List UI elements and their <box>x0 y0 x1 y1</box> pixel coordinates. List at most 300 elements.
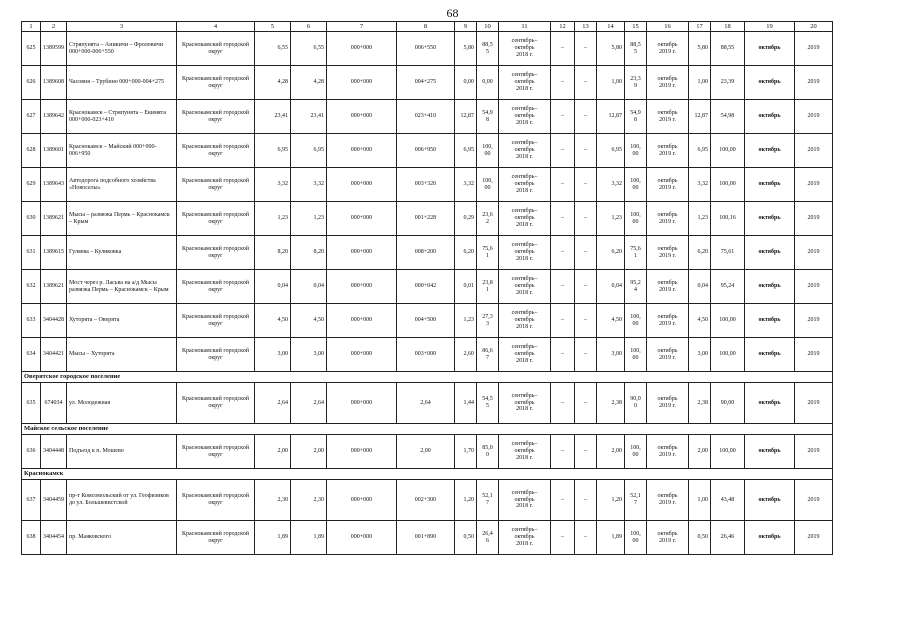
table-cell: сентябрь– октябрь 2018 г. <box>499 168 551 202</box>
table-cell: 100,00 <box>711 304 745 338</box>
table-cell: 000+000 <box>327 383 397 424</box>
table-cell: Краснокамский городской округ <box>177 134 255 168</box>
table-cell: 6,95 <box>597 134 625 168</box>
table-cell: 3,00 <box>255 338 291 372</box>
column-number: 14 <box>597 22 625 32</box>
column-number: 7 <box>327 22 397 32</box>
table-row <box>22 202 833 236</box>
table-cell: 1,23 <box>597 202 625 236</box>
section-heading: Краснокамск <box>22 469 833 480</box>
table-cell: октябрь <box>745 383 795 424</box>
table-cell: – <box>575 304 597 338</box>
table-cell: Краснокамский городской округ <box>177 168 255 202</box>
table-row <box>22 435 833 469</box>
table-cell: 88,5 5 <box>625 32 647 66</box>
table-cell: 27,3 3 <box>477 304 499 338</box>
table-cell: 000+000 <box>327 236 397 270</box>
table-cell: 1,23 <box>455 304 477 338</box>
table-cell: 8,20 <box>291 236 327 270</box>
table-cell: 2019 <box>795 521 833 555</box>
table-cell: – <box>575 66 597 100</box>
table-cell: октябрь 2019 г. <box>647 202 689 236</box>
table-cell: 6,95 <box>689 134 711 168</box>
table-cell: 52,1 7 <box>477 480 499 521</box>
table-cell: 1389642 <box>41 100 67 134</box>
table-cell: 100,00 <box>711 168 745 202</box>
column-number: 16 <box>647 22 689 32</box>
table-cell: 638 <box>22 521 41 555</box>
table-cell: – <box>575 270 597 304</box>
table-cell: 4,50 <box>597 304 625 338</box>
table-cell: 0,04 <box>255 270 291 304</box>
table-cell: – <box>551 66 575 100</box>
table-cell: 3,00 <box>689 338 711 372</box>
table-cell: 631 <box>22 236 41 270</box>
table-cell: 674034 <box>41 383 67 424</box>
table-cell: сентябрь– октябрь 2018 г. <box>499 202 551 236</box>
column-number: 8 <box>397 22 455 32</box>
table-cell: 54,5 5 <box>477 383 499 424</box>
table-cell: 2019 <box>795 236 833 270</box>
table-cell: 86,6 7 <box>477 338 499 372</box>
table-cell: 2019 <box>795 134 833 168</box>
table-cell: 2019 <box>795 304 833 338</box>
table-cell: 52,1 7 <box>625 480 647 521</box>
table-cell: 000+000 <box>327 202 397 236</box>
road-repair-table <box>21 21 833 555</box>
table-cell: октябрь 2019 г. <box>647 338 689 372</box>
table-cell: 23,8 1 <box>477 270 499 304</box>
table-cell: 6,55 <box>255 32 291 66</box>
table-row <box>22 236 833 270</box>
table-cell: 2019 <box>795 32 833 66</box>
table-cell: 2019 <box>795 168 833 202</box>
table-cell: – <box>551 100 575 134</box>
table-cell: 634 <box>22 338 41 372</box>
table-cell: октябрь 2019 г. <box>647 100 689 134</box>
table-cell: Хуторята – Оверята <box>67 304 177 338</box>
table-cell: 000+000 <box>327 134 397 168</box>
column-number: 5 <box>255 22 291 32</box>
table-cell: – <box>551 236 575 270</box>
table-cell: октябрь 2019 г. <box>647 480 689 521</box>
table-cell: – <box>551 480 575 521</box>
column-number: 13 <box>575 22 597 32</box>
table-cell: 633 <box>22 304 41 338</box>
table-cell: 100, 00 <box>625 304 647 338</box>
table-cell: 3,32 <box>455 168 477 202</box>
table-cell: 1,20 <box>597 480 625 521</box>
table-cell: – <box>575 100 597 134</box>
table-cell: октябрь <box>745 521 795 555</box>
table-cell: 637 <box>22 480 41 521</box>
table-cell: 004+500 <box>397 304 455 338</box>
table-cell: октябрь <box>745 66 795 100</box>
table-cell: 4,50 <box>689 304 711 338</box>
table-cell: 1,44 <box>455 383 477 424</box>
table-cell: октябрь <box>745 435 795 469</box>
table-cell: 90,0 0 <box>625 383 647 424</box>
table-cell: октябрь <box>745 134 795 168</box>
table-cell: пр. Маяковского <box>67 521 177 555</box>
table-cell: 002+300 <box>397 480 455 521</box>
table-cell: – <box>575 383 597 424</box>
table-cell: 2,00 <box>291 435 327 469</box>
table-cell: 23,3 9 <box>625 66 647 100</box>
column-number: 3 <box>67 22 177 32</box>
table-cell: 6,95 <box>455 134 477 168</box>
table-cell: 2019 <box>795 202 833 236</box>
table-cell: Краснокамск – Стряпунята – Екимята 000+000-023+410 <box>67 100 177 134</box>
page-number: 68 <box>446 6 459 20</box>
table-cell: 3,00 <box>597 338 625 372</box>
table-cell: Краснокамский городской округ <box>177 304 255 338</box>
table-cell: сентябрь– октябрь 2018 г. <box>499 383 551 424</box>
table-cell: 2019 <box>795 270 833 304</box>
table-cell: 1389601 <box>41 134 67 168</box>
table-cell: 003+000 <box>397 338 455 372</box>
table-cell: – <box>575 32 597 66</box>
table-cell: Краснокамский городской округ <box>177 202 255 236</box>
table-cell: 1,23 <box>291 202 327 236</box>
table-cell: 54,9 8 <box>477 100 499 134</box>
table-cell: Краснокамский городской округ <box>177 338 255 372</box>
table-cell: 1389621 <box>41 270 67 304</box>
table-row <box>22 383 833 424</box>
table-cell: – <box>551 134 575 168</box>
table-cell: 85,0 0 <box>477 435 499 469</box>
table-cell: Краснокамский городской округ <box>177 100 255 134</box>
table-cell: 100,00 <box>711 338 745 372</box>
column-number: 9 <box>455 22 477 32</box>
table-cell: 627 <box>22 100 41 134</box>
section-heading: Оверятское городское поселение <box>22 372 833 383</box>
table-cell: – <box>551 338 575 372</box>
table-cell: 90,00 <box>711 383 745 424</box>
table-cell: 000+000 <box>327 100 397 134</box>
table-cell: 6,20 <box>597 236 625 270</box>
table-cell: ул. Молодежная <box>67 383 177 424</box>
table-cell: 6,95 <box>291 134 327 168</box>
table-cell: 000+000 <box>327 270 397 304</box>
table-cell: сентябрь– октябрь 2018 г. <box>499 134 551 168</box>
table-cell: 008+200 <box>397 236 455 270</box>
table-cell: октябрь 2019 г. <box>647 236 689 270</box>
table-cell: 88,55 <box>711 32 745 66</box>
table-cell: 1,89 <box>255 521 291 555</box>
table-cell: 2,00 <box>689 435 711 469</box>
table-cell: 26,46 <box>711 521 745 555</box>
table-cell: октябрь <box>745 338 795 372</box>
table-cell: Краснокамский городской округ <box>177 480 255 521</box>
table-cell: 000+000 <box>327 521 397 555</box>
table-cell: Краснокамский городской округ <box>177 66 255 100</box>
table-cell: Мысы – развязка Пермь – Краснокамск – Крым <box>67 202 177 236</box>
table-cell: 4,50 <box>291 304 327 338</box>
table-cell: 2,00 <box>397 435 455 469</box>
table-row <box>22 66 833 100</box>
table-cell: 003+320 <box>397 168 455 202</box>
column-number: 1 <box>22 22 41 32</box>
table-cell: 6,20 <box>455 236 477 270</box>
table-cell: 001+228 <box>397 202 455 236</box>
table-cell: 1,00 <box>689 66 711 100</box>
table-cell: октябрь 2019 г. <box>647 521 689 555</box>
table-cell: 26,4 6 <box>477 521 499 555</box>
table-cell: Краснокамский городской округ <box>177 32 255 66</box>
table-cell: 100, 00 <box>625 134 647 168</box>
table-cell: 0,01 <box>455 270 477 304</box>
table-cell: 2019 <box>795 338 833 372</box>
table-cell: 632 <box>22 270 41 304</box>
table-cell: 0,04 <box>597 270 625 304</box>
table-cell: – <box>575 521 597 555</box>
table-cell: 1,70 <box>455 435 477 469</box>
table-row <box>22 304 833 338</box>
table-cell: сентябрь– октябрь 2018 г. <box>499 100 551 134</box>
table-cell: 100, 00 <box>625 521 647 555</box>
table-cell: октябрь 2019 г. <box>647 304 689 338</box>
table-cell: октябрь <box>745 32 795 66</box>
table-cell: 100, 00 <box>477 168 499 202</box>
table-cell: Краснокамский городской округ <box>177 383 255 424</box>
table-cell: 3,32 <box>597 168 625 202</box>
table-cell: 1,89 <box>597 521 625 555</box>
table-cell: 75,6 1 <box>477 236 499 270</box>
table-cell: октябрь 2019 г. <box>647 32 689 66</box>
column-number: 6 <box>291 22 327 32</box>
table-cell: октябрь 2019 г. <box>647 383 689 424</box>
table-cell: 2,30 <box>255 480 291 521</box>
table-cell: 3,32 <box>291 168 327 202</box>
table-cell: сентябрь– октябрь 2018 г. <box>499 270 551 304</box>
table-cell: 100,16 <box>711 202 745 236</box>
table-cell: Автодорога подсобного хозяйства «Новоселы» <box>67 168 177 202</box>
table-row <box>22 168 833 202</box>
section-heading-row <box>22 469 833 480</box>
table-row <box>22 338 833 372</box>
table-cell: 1389621 <box>41 202 67 236</box>
table-cell: Гуляева – Куликовка <box>67 236 177 270</box>
table-cell: 1,23 <box>689 202 711 236</box>
table-cell: 1,20 <box>455 480 477 521</box>
table-cell: 2019 <box>795 435 833 469</box>
table-cell: – <box>575 236 597 270</box>
column-number: 15 <box>625 22 647 32</box>
table-cell: – <box>575 134 597 168</box>
table-cell: 8,20 <box>255 236 291 270</box>
table-cell: 100, 00 <box>625 338 647 372</box>
table-cell: 2019 <box>795 480 833 521</box>
section-heading-row <box>22 424 833 435</box>
table-cell: 2,60 <box>455 338 477 372</box>
table-cell: 4,28 <box>291 66 327 100</box>
table-cell: 626 <box>22 66 41 100</box>
table-cell: Краснокамск – Майский 000+000-006+950 <box>67 134 177 168</box>
table-cell: 2,30 <box>291 480 327 521</box>
table-row <box>22 100 833 134</box>
table-cell: 1389608 <box>41 66 67 100</box>
column-number: 4 <box>177 22 255 32</box>
table-cell: – <box>551 270 575 304</box>
table-cell: 100,00 <box>711 134 745 168</box>
table-cell: 12,87 <box>455 100 477 134</box>
column-number: 17 <box>689 22 711 32</box>
table-cell: 000+000 <box>327 304 397 338</box>
table-row <box>22 521 833 555</box>
table-cell: 2,64 <box>255 383 291 424</box>
table-cell: октябрь 2019 г. <box>647 134 689 168</box>
table-cell: 6,20 <box>689 236 711 270</box>
table-cell: 100, 00 <box>625 202 647 236</box>
table-cell: 23,41 <box>255 100 291 134</box>
table-cell: 001+890 <box>397 521 455 555</box>
table-cell: 2,64 <box>397 383 455 424</box>
table-cell: 1389643 <box>41 168 67 202</box>
table-cell: 630 <box>22 202 41 236</box>
table-cell: 000+000 <box>327 480 397 521</box>
table-cell: 3,32 <box>255 168 291 202</box>
table-cell: 95,2 4 <box>625 270 647 304</box>
table-cell: Краснокамский городской округ <box>177 521 255 555</box>
table-cell: Краснокамский городской округ <box>177 236 255 270</box>
table-cell: Стряпунята – Аникичи – Фроловичи 000+000-006+550 <box>67 32 177 66</box>
section-heading-row <box>22 372 833 383</box>
section-heading: Майское сельское поселение <box>22 424 833 435</box>
table-cell: – <box>551 202 575 236</box>
table-cell: 3,00 <box>291 338 327 372</box>
table-cell: 100, 00 <box>625 435 647 469</box>
table-cell: 0,00 <box>477 66 499 100</box>
table-cell: октябрь <box>745 304 795 338</box>
table-cell: сентябрь– октябрь 2018 г. <box>499 66 551 100</box>
table-cell: 12,87 <box>689 100 711 134</box>
table-cell: 2,00 <box>255 435 291 469</box>
table-cell: Краснокамский городской округ <box>177 270 255 304</box>
table-cell: – <box>575 202 597 236</box>
table-cell: сентябрь– октябрь 2018 г. <box>499 236 551 270</box>
table-cell: 1389599 <box>41 32 67 66</box>
table-cell: 0,50 <box>689 521 711 555</box>
table-cell: 23,39 <box>711 66 745 100</box>
table-cell: октябрь <box>745 202 795 236</box>
table-cell: сентябрь– октябрь 2018 г. <box>499 304 551 338</box>
table-cell: – <box>575 338 597 372</box>
table-cell: 2,38 <box>689 383 711 424</box>
table-cell: октябрь 2019 г. <box>647 270 689 304</box>
table-cell: 000+000 <box>327 32 397 66</box>
table-cell: – <box>551 521 575 555</box>
table-cell: октябрь 2019 г. <box>647 168 689 202</box>
table-cell: 12,87 <box>597 100 625 134</box>
table-cell: сентябрь– октябрь 2018 г. <box>499 480 551 521</box>
table-cell: 2019 <box>795 66 833 100</box>
table-cell: 4,50 <box>255 304 291 338</box>
table-cell: 3404421 <box>41 338 67 372</box>
column-number: 10 <box>477 22 499 32</box>
table-cell: 6,55 <box>291 32 327 66</box>
table-cell: 75,6 1 <box>625 236 647 270</box>
table-cell: 004+275 <box>397 66 455 100</box>
table-cell: 629 <box>22 168 41 202</box>
table-cell: Мысы – Хуторята <box>67 338 177 372</box>
table-cell: 2019 <box>795 100 833 134</box>
table-cell: 3404459 <box>41 480 67 521</box>
table-cell: сентябрь– октябрь 2018 г. <box>499 338 551 372</box>
table-cell: 75,61 <box>711 236 745 270</box>
table-cell: 23,41 <box>291 100 327 134</box>
column-number-row <box>22 22 833 32</box>
table-cell: 0,04 <box>689 270 711 304</box>
table-cell: – <box>551 304 575 338</box>
table-cell: пр-т Комсомольский от ул. Геофизиков до ул. Большевистской <box>67 480 177 521</box>
table-row <box>22 134 833 168</box>
table-cell: октябрь 2019 г. <box>647 66 689 100</box>
table-cell: 100,00 <box>711 435 745 469</box>
table-cell: 3404428 <box>41 304 67 338</box>
table-cell: 54,98 <box>711 100 745 134</box>
table-cell: 000+000 <box>327 168 397 202</box>
table-cell: 2,64 <box>291 383 327 424</box>
table-cell: 000+000 <box>327 338 397 372</box>
table-cell: 0,04 <box>291 270 327 304</box>
table-cell: 5,80 <box>689 32 711 66</box>
table-cell: 6,95 <box>255 134 291 168</box>
table-cell: 636 <box>22 435 41 469</box>
table-cell: – <box>575 435 597 469</box>
table-cell: – <box>575 168 597 202</box>
table-cell: 2,38 <box>597 383 625 424</box>
column-number: 12 <box>551 22 575 32</box>
table-cell: 1389615 <box>41 236 67 270</box>
table-cell: 1,23 <box>255 202 291 236</box>
column-number: 20 <box>795 22 833 32</box>
column-number: 19 <box>745 22 795 32</box>
table-cell: 5,80 <box>455 32 477 66</box>
table-cell: 000+042 <box>397 270 455 304</box>
table-cell: 0,29 <box>455 202 477 236</box>
table-cell: 0,50 <box>455 521 477 555</box>
table-cell: 4,28 <box>255 66 291 100</box>
table-cell: Мост через р. Ласьва на а/д Мысы развязка Пермь – Краснокамск – Крым <box>67 270 177 304</box>
table-cell: 100, 00 <box>625 168 647 202</box>
table-cell: 54,9 8 <box>625 100 647 134</box>
table-cell: октябрь <box>745 168 795 202</box>
table-cell: 3404448 <box>41 435 67 469</box>
column-number: 18 <box>711 22 745 32</box>
table-cell: 2,00 <box>597 435 625 469</box>
table-cell: 2019 <box>795 383 833 424</box>
table-cell: 5,80 <box>597 32 625 66</box>
table-cell: 1,00 <box>597 66 625 100</box>
table-cell: 1,00 <box>689 480 711 521</box>
table-cell: сентябрь– октябрь 2018 г. <box>499 435 551 469</box>
table-cell: октябрь <box>745 480 795 521</box>
table-cell: 95,24 <box>711 270 745 304</box>
table-cell: 635 <box>22 383 41 424</box>
table-cell: 023+410 <box>397 100 455 134</box>
table-cell: – <box>551 435 575 469</box>
table-cell: октябрь <box>745 100 795 134</box>
table-cell: – <box>551 383 575 424</box>
table-cell: Подъезд к п. Мошево <box>67 435 177 469</box>
table-cell: 0,00 <box>455 66 477 100</box>
table-cell: октябрь <box>745 270 795 304</box>
table-cell: 88,5 5 <box>477 32 499 66</box>
table-cell: сентябрь– октябрь 2018 г. <box>499 32 551 66</box>
table-cell: 3,32 <box>689 168 711 202</box>
table-cell: Часовня – Трубино 000+000-004+275 <box>67 66 177 100</box>
